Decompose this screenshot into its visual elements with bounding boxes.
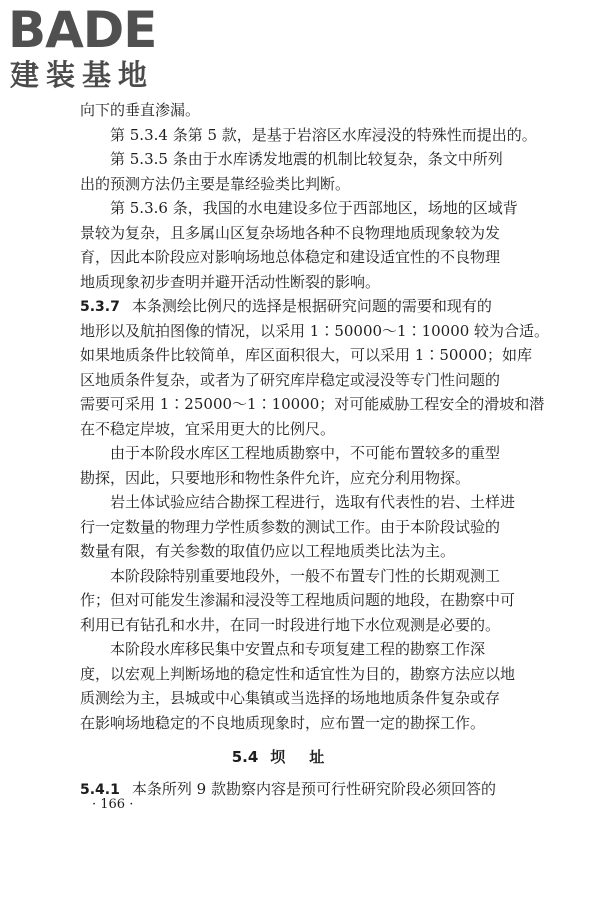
line-text: 数量有限，有关参数的取值仍应以工程地质类比法为主。 [80, 542, 456, 560]
text-line [80, 613, 500, 638]
logo-wordmark: BADE [8, 1, 157, 59]
text-line [80, 319, 550, 344]
text-line [80, 245, 500, 270]
bade-logo [8, 2, 178, 94]
text-line [80, 196, 518, 221]
text-line [80, 270, 500, 295]
line-text: 区地质条件复杂，或者为了研究库岸稳定或浸没等专门性问题的 [80, 370, 501, 389]
paragraph [80, 147, 503, 196]
document-body [80, 98, 550, 802]
line-text: 度，以宏观上判断场地的稳定性和适宜性为目的，勘察方法应以地 [80, 664, 516, 683]
line-text: 第 5.3.4 条第 5 款，是基于岩溶区水库浸没的特殊性而提出的。 [110, 125, 537, 144]
text-line [80, 564, 500, 589]
paragraph [80, 294, 550, 441]
logo-subtitle: 建装基地 [10, 58, 155, 92]
section-title: 坝址 [270, 748, 349, 766]
text-line [80, 147, 503, 172]
line-text: 在影响场地稳定的不良地质现象时，应布置一定的勘探工作。 [80, 713, 486, 732]
line-text: 勘探，因此，只要地形和物性条件允许，应充分利用物探。 [80, 468, 471, 487]
paragraph [80, 490, 516, 564]
text-line [80, 588, 516, 613]
line-text: 本条测绘比例尺的选择是根据研究问题的需要和现有的 [131, 297, 492, 315]
text-line [80, 343, 533, 368]
line-text: 如果地质条件比较简单，库区面积很大，可以采用 1∶50000；如库 [80, 346, 533, 364]
line-text: 第 5.3.6 条，我国的水电建设多位于西部地区，场地的区域背 [110, 199, 518, 217]
line-text: 景较为复杂，且多属山区复杂场地各种不良物理地质现象较为发 [80, 223, 501, 242]
section-heading [80, 745, 500, 773]
text-line [80, 368, 500, 393]
line-text: 由于本阶段水库区工程地质勘察中，不可能布置较多的重型 [110, 444, 501, 462]
text-line [80, 711, 500, 736]
paragraph [80, 777, 500, 802]
line-text: 地质现象初步查明并避开活动性断裂的影响。 [80, 272, 381, 291]
text-line [80, 294, 500, 319]
clause-number: 5.4.1 [80, 782, 120, 798]
line-text: 本条所列 9 款勘察内容是预可行性研究阶段必须回答的 [131, 780, 496, 798]
line-text: 在不稳定岸坡，宜采用更大的比例尺。 [80, 419, 336, 438]
text-line [80, 98, 500, 123]
clause-number: 5.3.7 [80, 299, 120, 315]
text-line [80, 686, 500, 711]
line-text: 质测绘为主，县城或中心集镇或当选择的场地地质条件复杂或存 [80, 689, 501, 707]
line-text: 本阶段除特别重要地段外，一般不布置专门性的长期观测工 [110, 566, 501, 585]
text-line [80, 466, 500, 491]
paragraph [80, 123, 537, 148]
paragraph [80, 637, 516, 735]
text-line [80, 490, 516, 515]
line-text: 岩土体试验应结合勘探工程进行，选取有代表性的岩、土样进 [110, 493, 516, 511]
text-line [80, 172, 500, 197]
paragraph [80, 98, 500, 123]
line-text: 利用已有钻孔和水井，在同一时段进行地下水位观测是必要的。 [80, 615, 501, 634]
line-text: 第 5.3.5 条由于水库诱发地震的机制比较复杂，条文中所列 [110, 150, 503, 168]
text-line [80, 441, 500, 466]
line-text: 向下的垂直渗漏。 [80, 101, 201, 119]
paragraph [80, 441, 500, 490]
line-text: 出的预测方法仍主要是靠经验类比判断。 [80, 174, 351, 193]
line-text: 本阶段水库移民集中安置点和专项复建工程的勘察工作深 [110, 640, 486, 658]
line-text: 地形以及航拍图像的情况，以采用 1∶50000～1∶10000 较为合适。 [80, 321, 550, 340]
line-text: 需要可采用 1∶25000～1∶10000；对可能威胁工程安全的滑坡和潜 [80, 395, 545, 413]
text-line [80, 637, 500, 662]
text-line [80, 662, 516, 687]
section-number: 5.4 [231, 748, 259, 766]
text-line [80, 392, 545, 417]
line-text: 行一定数量的物理力学性质参数的测试工作。由于本阶段试验的 [80, 517, 501, 536]
paragraph [80, 564, 516, 638]
text-line [80, 123, 537, 148]
text-line [80, 417, 500, 442]
text-line [80, 777, 500, 802]
text-line [80, 539, 500, 564]
text-line [80, 221, 500, 246]
line-text: 作；但对可能发生渗漏和浸没等工程地质问题的地段，在勘察中可 [80, 591, 516, 609]
line-text: 育，因此本阶段应对影响场地总体稳定和建设适宜性的不良物理 [80, 248, 501, 266]
text-line [80, 515, 500, 540]
paragraph [80, 196, 518, 294]
page-number: · 166 · [92, 797, 134, 812]
